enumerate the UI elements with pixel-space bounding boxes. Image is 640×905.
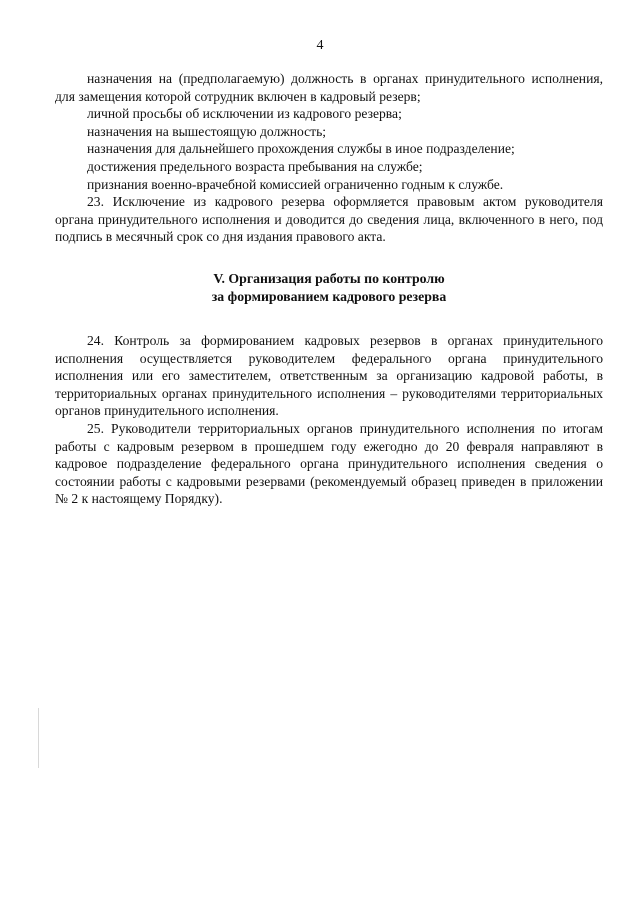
paragraph-appointment-reserve-position: назначения на (предполагаемую) должность в органах принудительного исполнения, для замещения которой сотрудник включен в кадровый резерв; bbox=[55, 71, 603, 104]
paragraph-23-exclusion: 23. Исключение из кадрового резерва оформляется правовым актом руководителя органа принудительного исполнения и доводится до сведения лица, включенного в него, под подпись в месячный срок со дня издания правового акта. bbox=[55, 194, 603, 245]
document-body bbox=[55, 70, 603, 508]
paragraph-transfer-unit: назначения для дальнейшего прохождения службы в иное подразделение; bbox=[87, 141, 515, 157]
section-v-heading bbox=[55, 270, 603, 306]
paragraph-personal-request: личной просьбы об исключении из кадрового резерва; bbox=[87, 106, 402, 122]
page-number: 4 bbox=[316, 38, 324, 53]
paragraph-25-reporting: 25. Руководители территориальных органов принудительного исполнения по итогам работы с кадровым резервом в прошедшем году ежегодно до 20 февраля направляют в кадровое подразделение федерального органа принудительного исполнения сведения о состоянии работы с кадровыми резервами (рекомендуемый образец приведен в приложении № 2 к настоящему Порядку). bbox=[55, 420, 603, 507]
paragraph-medical-commission: признания военно-врачебной комиссией ограниченно годным к службе. bbox=[87, 176, 504, 192]
paragraph-24-control: 24. Контроль за формированием кадровых резервов в органах принудительного исполнения осуществляется руководителем федерального органа принудительного исполнения или его заместителем, ответственным за организацию кадровой работы, в территориальных органах принудительного исполнения – руководителями территориальных органов принудительного исполнения. bbox=[55, 332, 603, 419]
scan-margin-mark bbox=[38, 708, 39, 768]
paragraph-age-limit: достижения предельного возраста пребывания на службе; bbox=[87, 158, 423, 174]
section-heading-line2: за формированием кадрового резерва bbox=[211, 288, 447, 304]
paragraph-higher-position: назначения на вышестоящую должность; bbox=[87, 123, 327, 139]
section-heading-line1: V. Организация работы по контролю bbox=[213, 270, 445, 286]
